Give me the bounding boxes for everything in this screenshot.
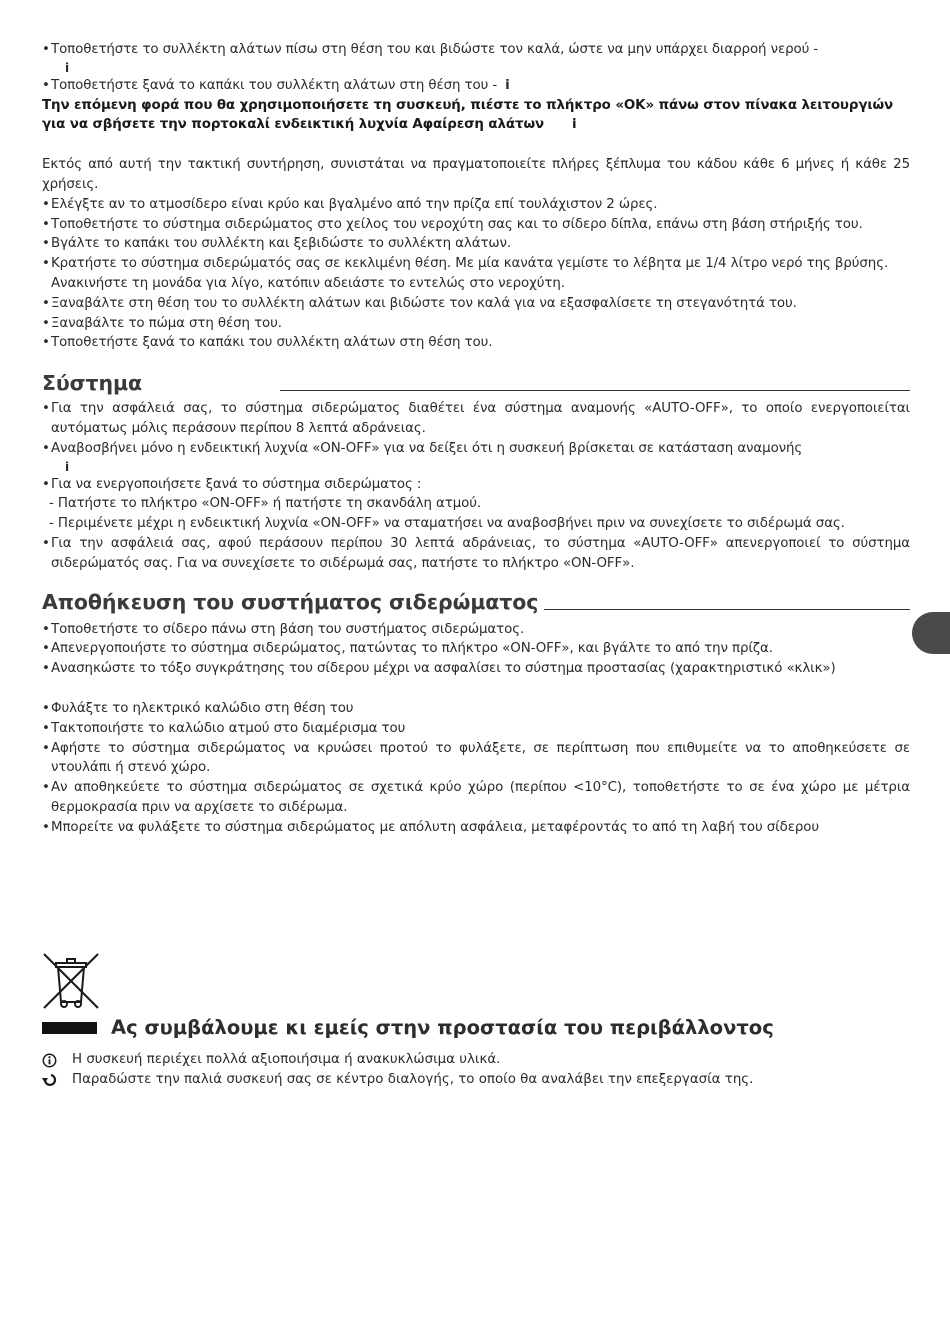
list-item-continuation: Ανακινήστε τη μονάδα για λίγο, κατόπιν αδειάστε το εντελώς στο νεροχύτη. — [51, 275, 565, 291]
ok-instruction-line-2 — [42, 115, 910, 135]
list-item: • Για να ενεργοποιήσετε ξανά το σύστημα σιδερώματος : — [42, 475, 910, 495]
crossed-bin-icon — [42, 952, 100, 1014]
list-item-text: Η συσκευή περιέχει πολλά αξιοποιήσιμα ή ανακυκλώσιμα υλικά. — [72, 1052, 501, 1067]
list-item: • Τοποθετήστε το σύστημα σιδερώματος στο χείλος του νεροχύτη σας και το σίδερο δίπλα, επάνω στη βάση στήριξής του. — [42, 215, 910, 235]
intro-bullet-1 — [42, 40, 910, 76]
section-system-header — [42, 369, 910, 397]
list-item: • Τακτοποιήστε το καλώδιο ατμού στο διαμέρισμα του — [42, 719, 910, 739]
dash-item: - Περιμένετε μέχρι η ενδεικτική λυχνία «ON-OFF» να σταματήσει να αναβοσβήνει πριν να συνεχίσετε το σιδέρωμά σας. — [49, 516, 845, 532]
dash-item: - Πατήστε το πλήκτρο «ON-OFF» ή πατήστε τη σκανδάλη ατμού. — [49, 496, 482, 512]
section-title: Σύστημα — [42, 371, 142, 396]
list-item: • Βγάλτε το καπάκι του συλλέκτη και ξεβιδώστε το συλλέκτη αλάτων. — [42, 234, 910, 254]
page-edge-tab — [912, 612, 950, 654]
info-mark-icon: i — [65, 60, 70, 75]
environment-list — [42, 1050, 753, 1090]
section-rule — [544, 609, 910, 610]
list-item-text: Αναβοσβήνει μόνο η ενδεικτική λυχνία «ON-OFF» για να δείξει ότι η συσκευή βρίσκεται σε κατάσταση αναμονής — [51, 440, 803, 456]
info-mark-icon: i — [65, 459, 70, 474]
list-item: • Για την ασφάλειά σας, το σύστημα σιδερώματος διαθέτει ένα σύστημα αναμονής «AUTO-OFF», το οποίο ενεργοποιείται αυτόματως μόλις περάσουν περίπου 8 λεπτά αδράνειας. — [42, 399, 910, 439]
section-rule — [280, 390, 910, 391]
section-title: Αποθήκευση του συστήματος σιδερώματος — [42, 589, 539, 614]
environment-header — [42, 1016, 774, 1039]
section-storage-header — [42, 588, 910, 616]
list-item: • Τοποθετήστε το σίδερο πάνω στη βάση του συστήματος σιδερώματος. — [42, 620, 910, 640]
list-item — [42, 1050, 753, 1070]
list-item: • Ελέγξτε αν το ατμοσίδερο είναι κρύο και βγαλμένο από την πρίζα επί τουλάχιστον 2 ώρες. — [42, 195, 910, 215]
intro-bullet-2 — [42, 76, 910, 96]
list-item: • Για την ασφάλειά σας, αφού περάσουν περίπου 30 λεπτά αδράνειας, το σύστημα «AUTO-OFF» απενεργοποιεί το σύστημα σιδερώματός σας. Για να συνεχίσετε το σιδέρωμά σας, πατήστε το πλήκτρο «ON-OFF». — [42, 534, 910, 574]
list-item — [42, 1070, 753, 1090]
list-item-text: Παραδώστε την παλιά συσκευή σας σε κέντρο διαλογής, το οποίο θα αναλάβει την επεξεργασία της. — [72, 1072, 754, 1087]
info-mark-icon: i — [505, 77, 510, 93]
ok-instruction-line-2-text: για να σβήσετε την πορτοκαλί ενδεικτική λυχνία Αφαίρεση αλάτων — [42, 117, 545, 133]
ok-instruction — [42, 96, 910, 136]
intro-bullet-2-text: Τοποθετήστε ξανά το καπάκι του συλλέκτη αλάτων στη θέση του - — [51, 77, 498, 93]
list-item — [42, 439, 910, 475]
list-item: • Αφήστε το σύστημα σιδερώματος να κρυώσει προτού το φυλάξετε, σε περίπτωση που επιθυμείτε να το αποθηκεύσετε σε ντουλάπι ή στενό χώρο. — [42, 739, 910, 779]
manual-page — [42, 40, 910, 838]
list-item: • Απενεργοποιήστε το σύστημα σιδερώματος, πατώντας το πλήκτρο «ON-OFF», και βγάλτε το από την πρίζα. — [42, 639, 910, 659]
list-item: • Ξαναβάλτε στη θέση του το συλλέκτη αλάτων και βιδώστε τον καλά για να εξασφαλίσετε τη στεγανότητά του. — [42, 294, 910, 314]
maintenance-paragraph: Εκτός από αυτή την τακτική συντήρηση, συνιστάται να πραγματοποιείτε πλήρες ξέπλυμα του κάδου κάθε 6 μήνες ή κάθε 25 χρήσεις. — [42, 157, 910, 192]
list-item: • Ξαναβάλτε το πώμα στη θέση του. — [42, 314, 910, 334]
list-item: • Μπορείτε να φυλάξετε το σύστημα σιδερώματος με απόλυτη ασφάλεια, μεταφέροντάς το από τη λαβή του σίδερου — [42, 818, 910, 838]
info-circle-icon — [42, 1053, 72, 1068]
list-item: • Αν αποθηκεύετε το σύστημα σιδερώματος σε σχετικά κρύο χώρο (περίπου <10°C), τοποθετήστε το σε ένα χώρο με μέτρια θερμοκρασία πριν να αρχίσετε το σιδέρωμα. — [42, 778, 910, 818]
arrow-hook-icon — [42, 1073, 72, 1087]
list-item: • Ανασηκώστε το τόξο συγκράτησης του σίδερου μέχρι να ασφαλίσει το σύστημα προστασίας (χαρακτηριστικό «κλικ») — [42, 659, 910, 679]
info-mark-icon: i — [572, 117, 577, 133]
list-item: • Τοποθετήστε ξανά το καπάκι του συλλέκτη αλάτων στη θέση του. — [42, 333, 910, 353]
list-item: • Φυλάξτε το ηλεκτρικό καλώδιο στη θέση του — [42, 699, 910, 719]
ok-instruction-line-1: Την επόμενη φορά που θα χρησιμοποιήσετε τη συσκευή, πιέστε το πλήκτρο «OK» πάνω στον πίνακα λειτουργιών — [42, 97, 894, 113]
heading-bar — [42, 1022, 97, 1034]
list-item: • Κρατήστε το σύστημα σιδερώματός σας σε κεκλιμένη θέση. Με μία κανάτα γεμίστε το λέβητα με 1/4 λίτρο νερό της βρύσης. — [42, 254, 910, 274]
section-title: Ας συμβάλουμε κι εμείς στην προστασία του περιβάλλοντος — [111, 1016, 774, 1039]
intro-bullet-1-text: Τοποθετήστε το συλλέκτη αλάτων πίσω στη θέση του και βιδώστε τον καλά, ώστε να μην υπάρχει διαρροή νερού - — [51, 42, 819, 57]
